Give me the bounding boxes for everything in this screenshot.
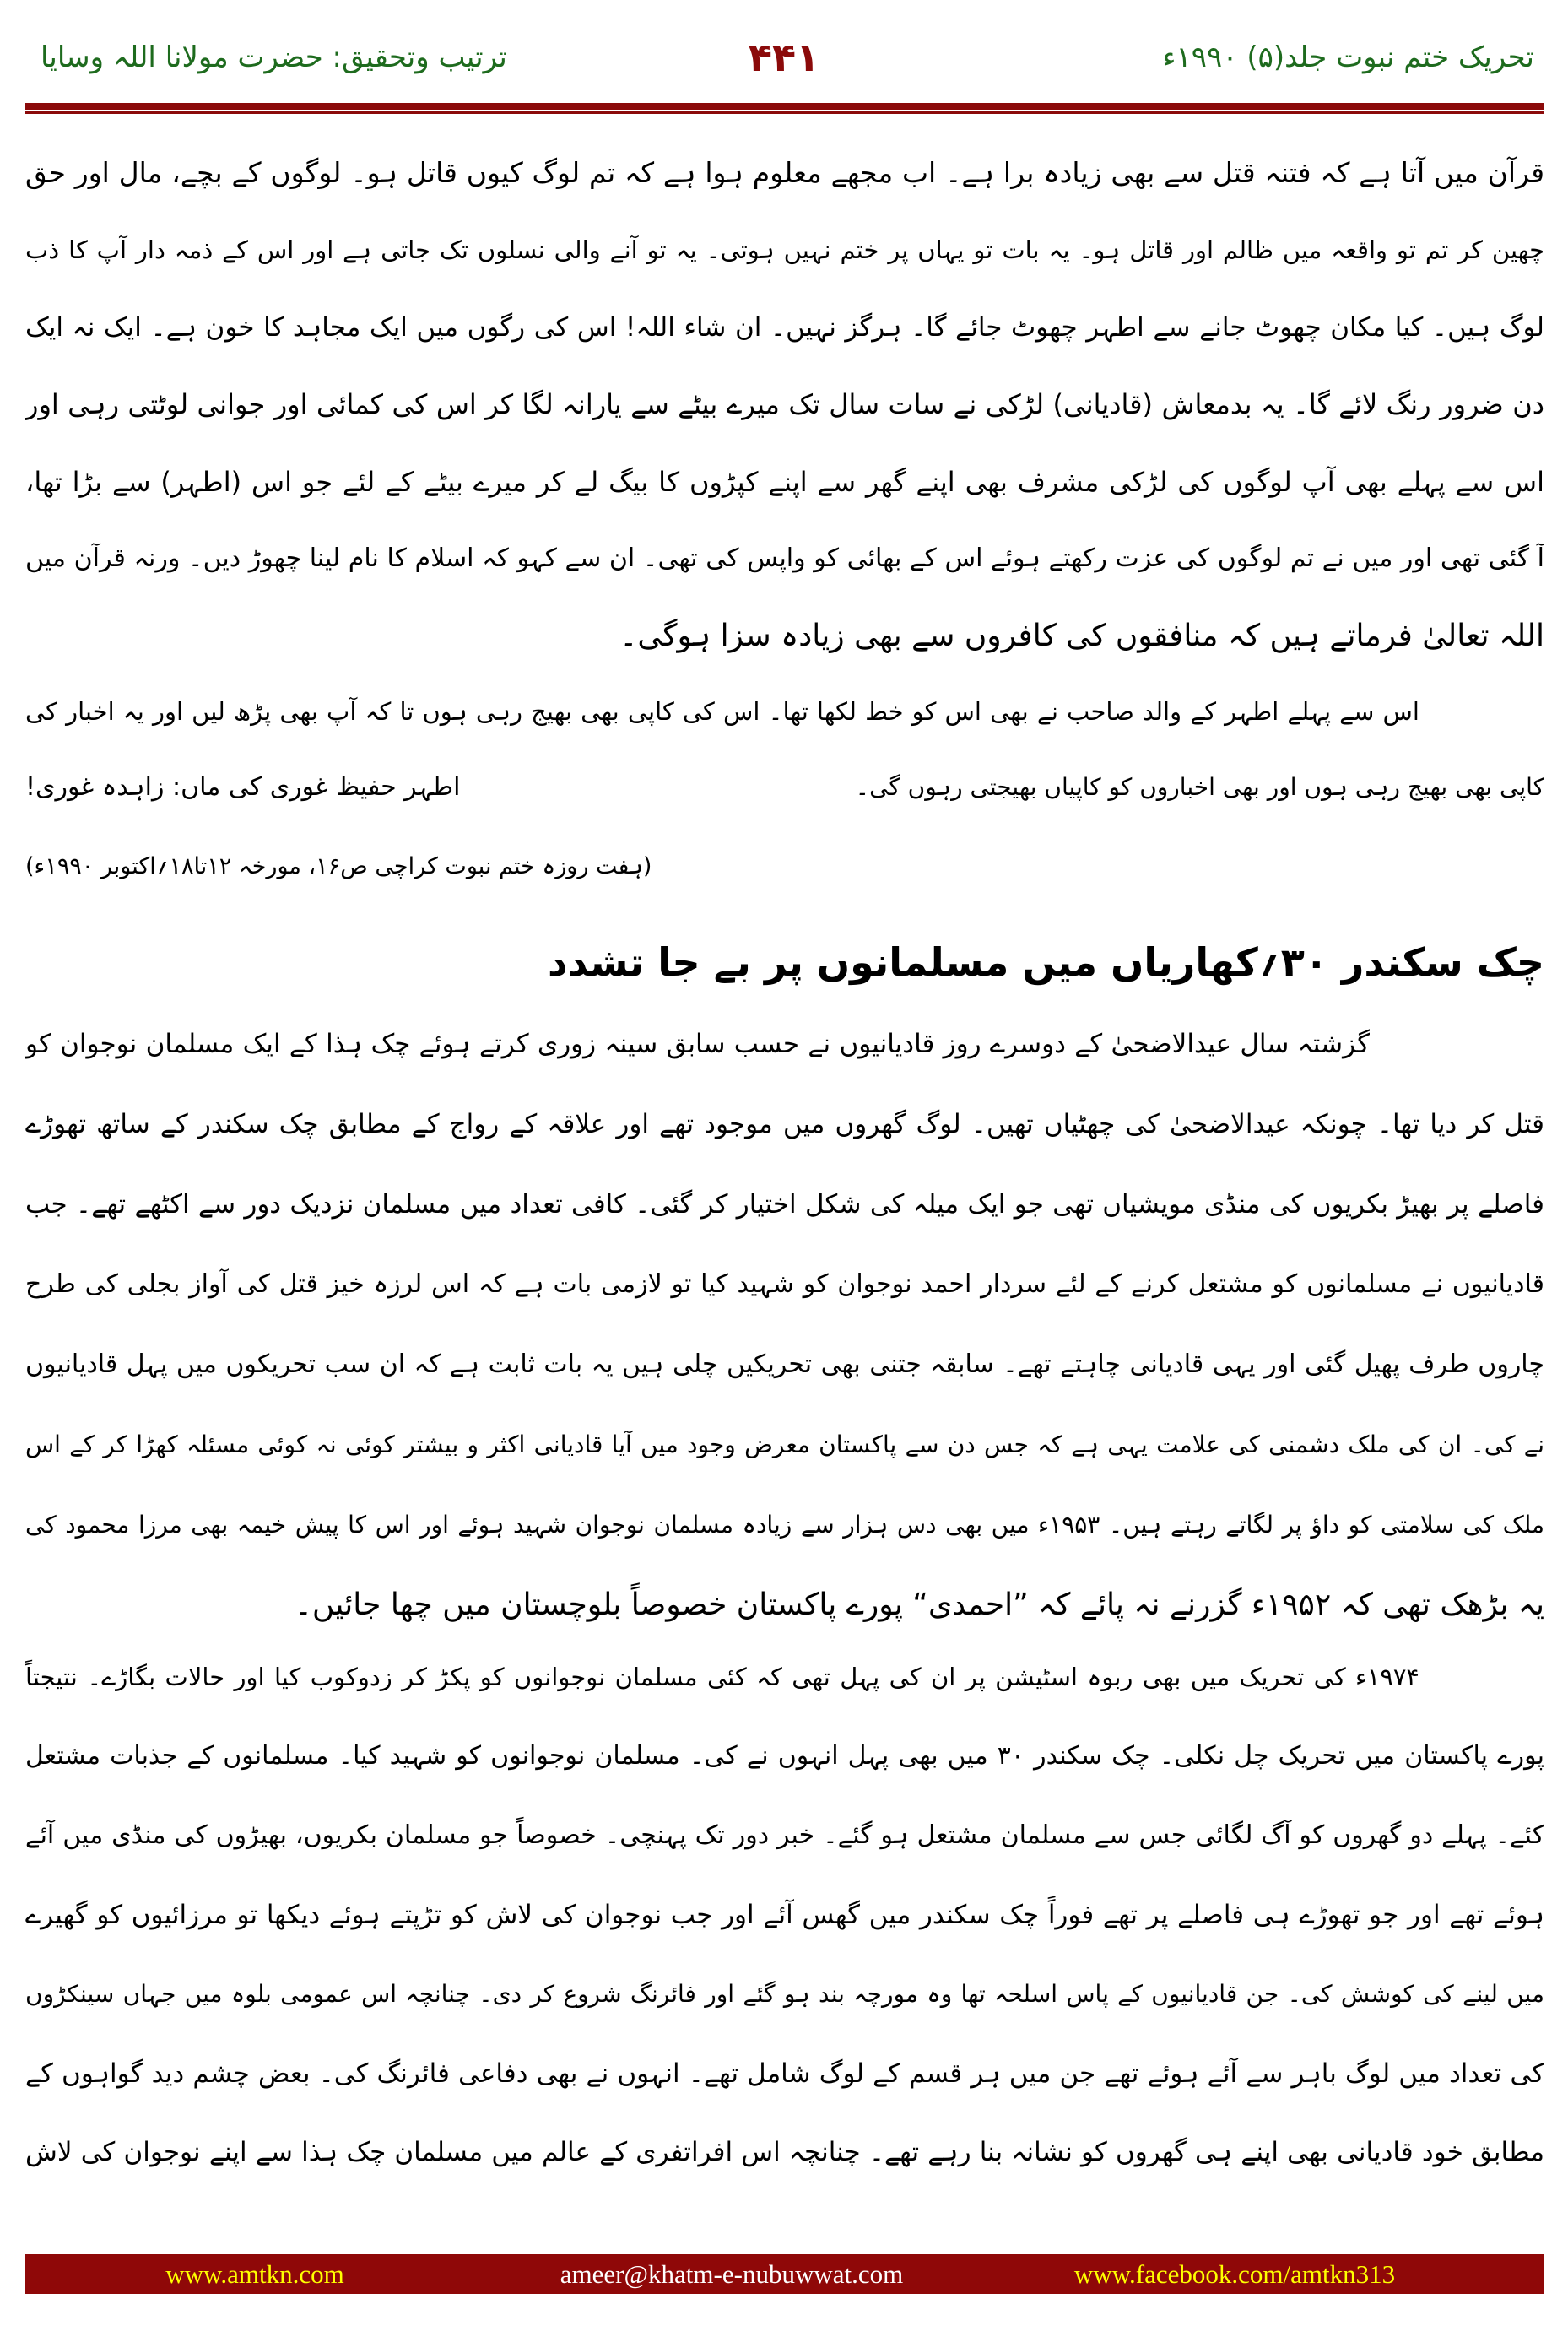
text-line: پورے پاکستان میں تحریک چل نکلی۔ چک سکندر ۳۰ میں بھی پہل انہوں نے کی۔ مسلمان نوجوانوں کو شہید کیا۔ مسلمانوں کے جذبات مشتعل bbox=[25, 1741, 1544, 1771]
text-line: اس سے پہلے بھی آپ لوگوں کی لڑکی مشرف بھی اپنے گھر سے اپنے کپڑوں کا بیگ لے کر میرے بیٹے کے لئے جو اس (اطہر) سے بڑا تھا، bbox=[25, 466, 1544, 498]
book-title: تحریک ختم نبوت جلد(۵) ۱۹۹۰ء bbox=[1162, 41, 1534, 74]
email-link[interactable]: ameer@khatm-e-nubuwwat.com bbox=[560, 2259, 904, 2289]
text-line: آ گئی تھی اور میں نے تم لوگوں کی عزت رکھتے ہوئے اس کے بھائی کو واپس کی تھی۔ ان سے کہو کہ اسلام کا نام لینا چھوڑ دیں۔ ورنہ قرآن میں bbox=[25, 544, 1544, 573]
page-number: ۴۴۱ bbox=[748, 35, 820, 80]
article-heading: چک سکندر ۳۰؍کھاریاں میں مسلمانوں پر بے جا تشدد bbox=[548, 939, 1544, 985]
header-divider bbox=[25, 103, 1544, 110]
text-line: قرآن میں آتا ہے کہ فتنہ قتل سے بھی زیادہ برا ہے۔ اب مجھے معلوم ہوا ہے کہ تم لوگ کیوں قاتل ہو۔ لوگوں کے بچے، مال اور حق bbox=[25, 156, 1544, 189]
facebook-link[interactable]: www.facebook.com/amtkn313 bbox=[1073, 2259, 1396, 2289]
signature: اطہر حفیظ غوری کی ماں: زاہدہ غوری! bbox=[25, 772, 461, 802]
text-line: میں لینے کی کوشش کی۔ جن قادیانیوں کے پاس اسلحہ تھا وہ مورچہ بند ہو گئے اور فائرنگ شروع کر دی۔ چنانچہ اس عمومی بلوہ میں جہاں سینکڑوں bbox=[25, 1980, 1544, 2008]
source-citation: (ہفت روزہ ختم نبوت کراچی ص۱۶، مورخہ ۱۲تا۱۸؍اکتوبر ۱۹۹۰ء) bbox=[25, 853, 652, 879]
text-line: مطابق خود قادیانی بھی اپنے ہی گھروں کو نشانہ بنا رہے تھے۔ چنانچہ اس افراتفری کے عالم میں مسلمان چک ہذا سے اپنے نوجوان کی لاش bbox=[25, 2137, 1544, 2167]
text-line: ہوئے تھے اور جو تھوڑے ہی فاصلے پر تھے فوراً چک سکندر میں گھس آئے اور جب نوجوان کی لاش کو تڑپتے ہوئے دیکھا تو مرزائیوں کو گھیرے bbox=[25, 1900, 1544, 1930]
text-line: کئے۔ پہلے دو گھروں کو آگ لگائی جس سے مسلمان مشتعل ہو گئے۔ خبر دور تک پہنچی۔ خصوصاً جو مسلمان بکریوں، بھیڑوں کی منڈی میں آئے bbox=[25, 1820, 1544, 1850]
header-divider-thin bbox=[25, 111, 1544, 114]
compiler-credit: ترتیب وتحقیق: حضرت مولانا اللہ وسایا bbox=[41, 41, 507, 74]
text-line: چاروں طرف پھیل گئی اور یہی قادیانی چاہتے تھے۔ سابقہ جتنی بھی تحریکیں چلی ہیں یہ بات ثابت ہے کہ ان سب تحریکوں میں پہل قادیانیوں bbox=[25, 1349, 1544, 1379]
text-line: اس سے پہلے اطہر کے والد صاحب نے بھی اس کو خط لکھا تھا۔ اس کی کاپی بھی بھیج رہی ہوں تا کہ آپ بھی پڑھ لیں اور یہ اخبار کی bbox=[25, 697, 1419, 726]
text-line: ملک کی سلامتی کو داؤ پر لگاتے رہتے ہیں۔ ۱۹۵۳ء میں بھی دس ہزار سے زیادہ مسلمان نوجوان شہید ہوئے اور اس کا پیش خیمہ بھی مرزا محمود کی bbox=[25, 1511, 1544, 1539]
text-line: چھین کر تم تو واقعہ میں ظالم اور قاتل ہو۔ یہ بات تو یہاں پر ختم نہیں ہوتی۔ یہ تو آنے والی نسلوں تک جاتی ہے اور اس کے ذمہ دار آپ کا ذب bbox=[25, 235, 1544, 264]
text-line: کاپی بھی بھیج رہی ہوں اور بھی اخباروں کو کاپیاں بھیجتی رہوں گی۔ bbox=[855, 773, 1544, 801]
text-line: فاصلے پر بھیڑ بکریوں کی منڈی مویشیاں تھی جو ایک میلہ کی شکل اختیار کر گئی۔ کافی تعداد میں مسلمان نزدیک دور سے اکٹھے تھے۔ جب bbox=[25, 1189, 1544, 1220]
text-line: اللہ تعالیٰ فرماتے ہیں کہ منافقوں کی کافروں سے بھی زیادہ سزا ہوگی۔ bbox=[619, 619, 1544, 653]
text-line: کی تعداد میں لوگ باہر سے آئے ہوئے تھے جن میں ہر قسم کے لوگ شامل تھے۔ انہوں نے بھی دفاعی فائرنگ کی۔ بعض چشم دید گواہوں کے bbox=[25, 2058, 1544, 2089]
text-line: یہ بڑھک تھی کہ ۱۹۵۲ء گزرنے نہ پائے کہ ”احمدی“ پورے پاکستان خصوصاً بلوچستان میں چھا جائیں۔ bbox=[294, 1587, 1544, 1622]
website-link[interactable]: www.amtkn.com bbox=[165, 2259, 344, 2289]
text-line: لوگ ہیں۔ کیا مکان چھوٹ جانے سے اطہر چھوٹ جائے گا۔ ہرگز نہیں۔ ان شاء اللہ! اس کی رگوں میں ایک مجاہد کا خون ہے۔ ایک نہ ایک bbox=[25, 312, 1544, 343]
text-line: ۱۹۷۴ء کی تحریک میں بھی ربوہ اسٹیشن پر ان کی پہل تھی کہ کئی مسلمان نوجوانوں کو پکڑ کر زدوکوب کیا اور حالات بگاڑے۔ نتیجتاً bbox=[25, 1663, 1419, 1691]
text-line: قتل کر دیا تھا۔ چونکہ عیدالاضحیٰ کی چھٹیاں تھیں۔ لوگ گھروں میں موجود تھے اور علاقہ کے رواج کے مطابق چک سکندر کے ساتھ تھوڑے bbox=[25, 1109, 1544, 1139]
text-line: دن ضرور رنگ لائے گا۔ یہ بدمعاش (قادیانی) لڑکی نے سات سال تک میرے بیٹے سے یارانہ لگا کر اس کی کمائی اور جوانی لوٹتی رہی اور bbox=[25, 388, 1544, 420]
text-line: قادیانیوں نے مسلمانوں کو مشتعل کرنے کے لئے سردار احمد نوجوان کو شہید کیا تو لازمی بات ہے کہ اس لرزہ خیز قتل کی آواز بجلی کی طرح bbox=[25, 1269, 1544, 1299]
text-line: نے کی۔ ان کی ملک دشمنی کی علامت یہی ہے کہ جس دن سے پاکستان معرض وجود میں آیا قادیانی اکثر و بیشتر کوئی نہ کوئی مسئلہ کھڑا کر کے اس bbox=[25, 1431, 1544, 1458]
text-line: گزشتہ سال عیدالاضحیٰ کے دوسرے روز قادیانیوں نے حسب سابق سینہ زوری کرتے ہوئے چک ہذا کے ایک مسلمان نوجوان کو bbox=[25, 1029, 1370, 1059]
footer-bar bbox=[25, 2254, 1544, 2294]
